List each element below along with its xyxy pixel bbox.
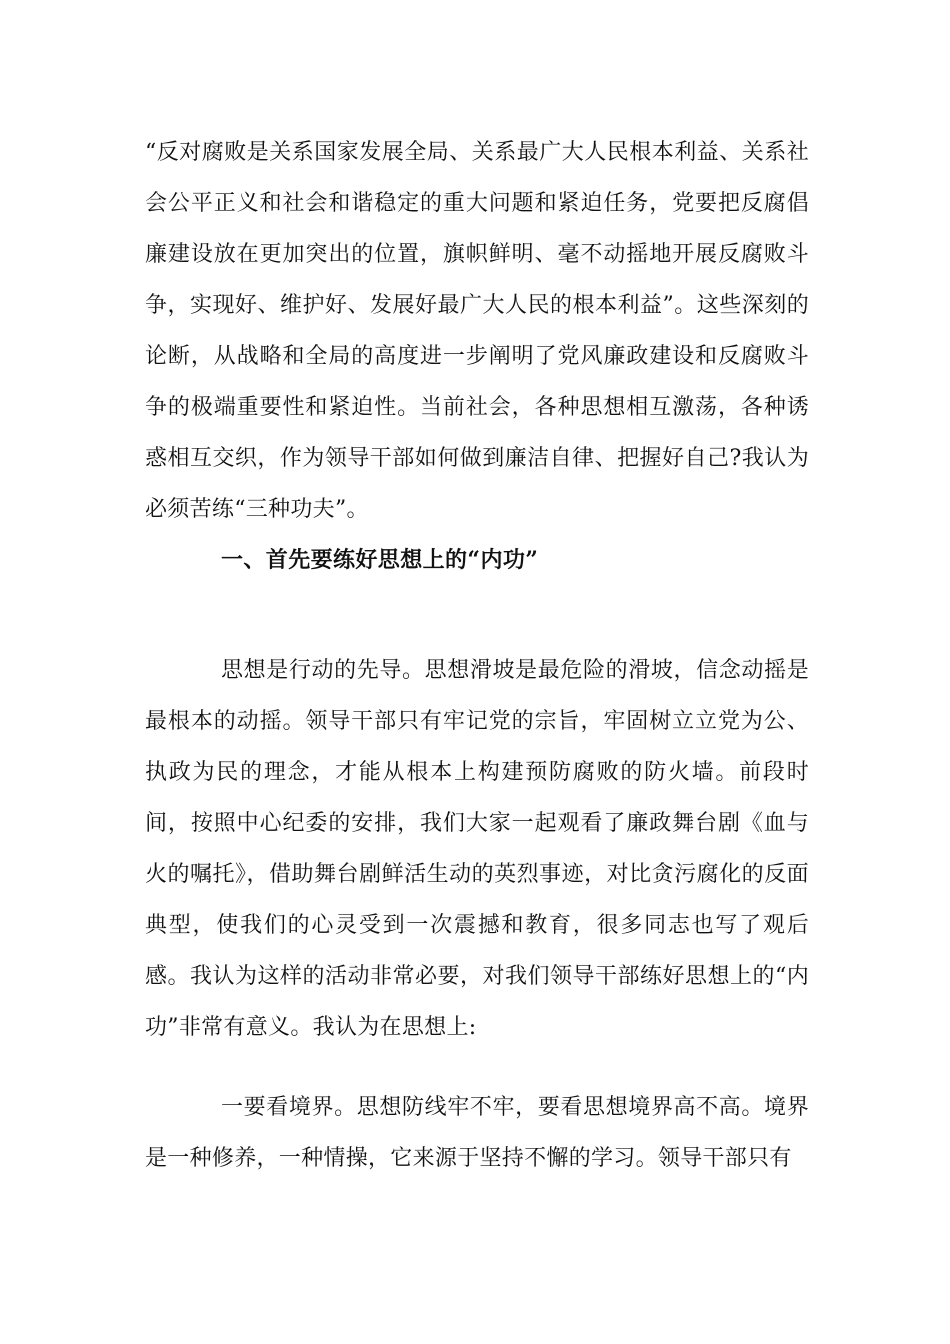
intro-paragraph: “反对腐败是关系国家发展全局、关系最广大人民根本利益、关系社会公平正义和社会和谐稳定的重大问题和紧迫任务，党要把反腐倡廉建设放在更加突出的位置，旗帜鲜明、毫不动摇地开展反腐败斗争，实现好、维护好、发展好最广大人民的根本利益”。这些深刻的论断，从战略和全局的高度进一步阐明了党风廉政建设和反腐败斗争的极端重要性和紧迫性。当前社会，各种思想相互激荡，各种诱惑相互交织，作为领导干部如何做到廉洁自律、把握好自己?我认为必须苦练“三种功夫”。 <box>145 140 809 522</box>
body-paragraph: 一要看境界。思想防线牢不牢，要看思想境界高不高。境界是一种修养，一种情操，它来源于坚持不懈的学习。领导干部只有 <box>145 1095 809 1171</box>
section-heading: 一、首先要练好思想上的“内功” <box>221 547 539 573</box>
body-paragraph: 思想是行动的先导。思想滑坡是最危险的滑坡，信念动摇是最根本的动摇。领导干部只有牢记党的宗旨，牢固树立立党为公、执政为民的理念，才能从根本上构建预防腐败的防火墙。前段时间，按照中心纪委的安排，我们大家一起观看了廉政舞台剧《血与火的嘱托》，借助舞台剧鲜活生动的英烈事迹，对比贪污腐化的反面典型，使我们的心灵受到一次震撼和教育，很多同志也写了观后感。我认为这样的活动非常必要，对我们领导干部练好思想上的“内功”非常有意义。我认为在思想上: <box>145 658 809 1040</box>
